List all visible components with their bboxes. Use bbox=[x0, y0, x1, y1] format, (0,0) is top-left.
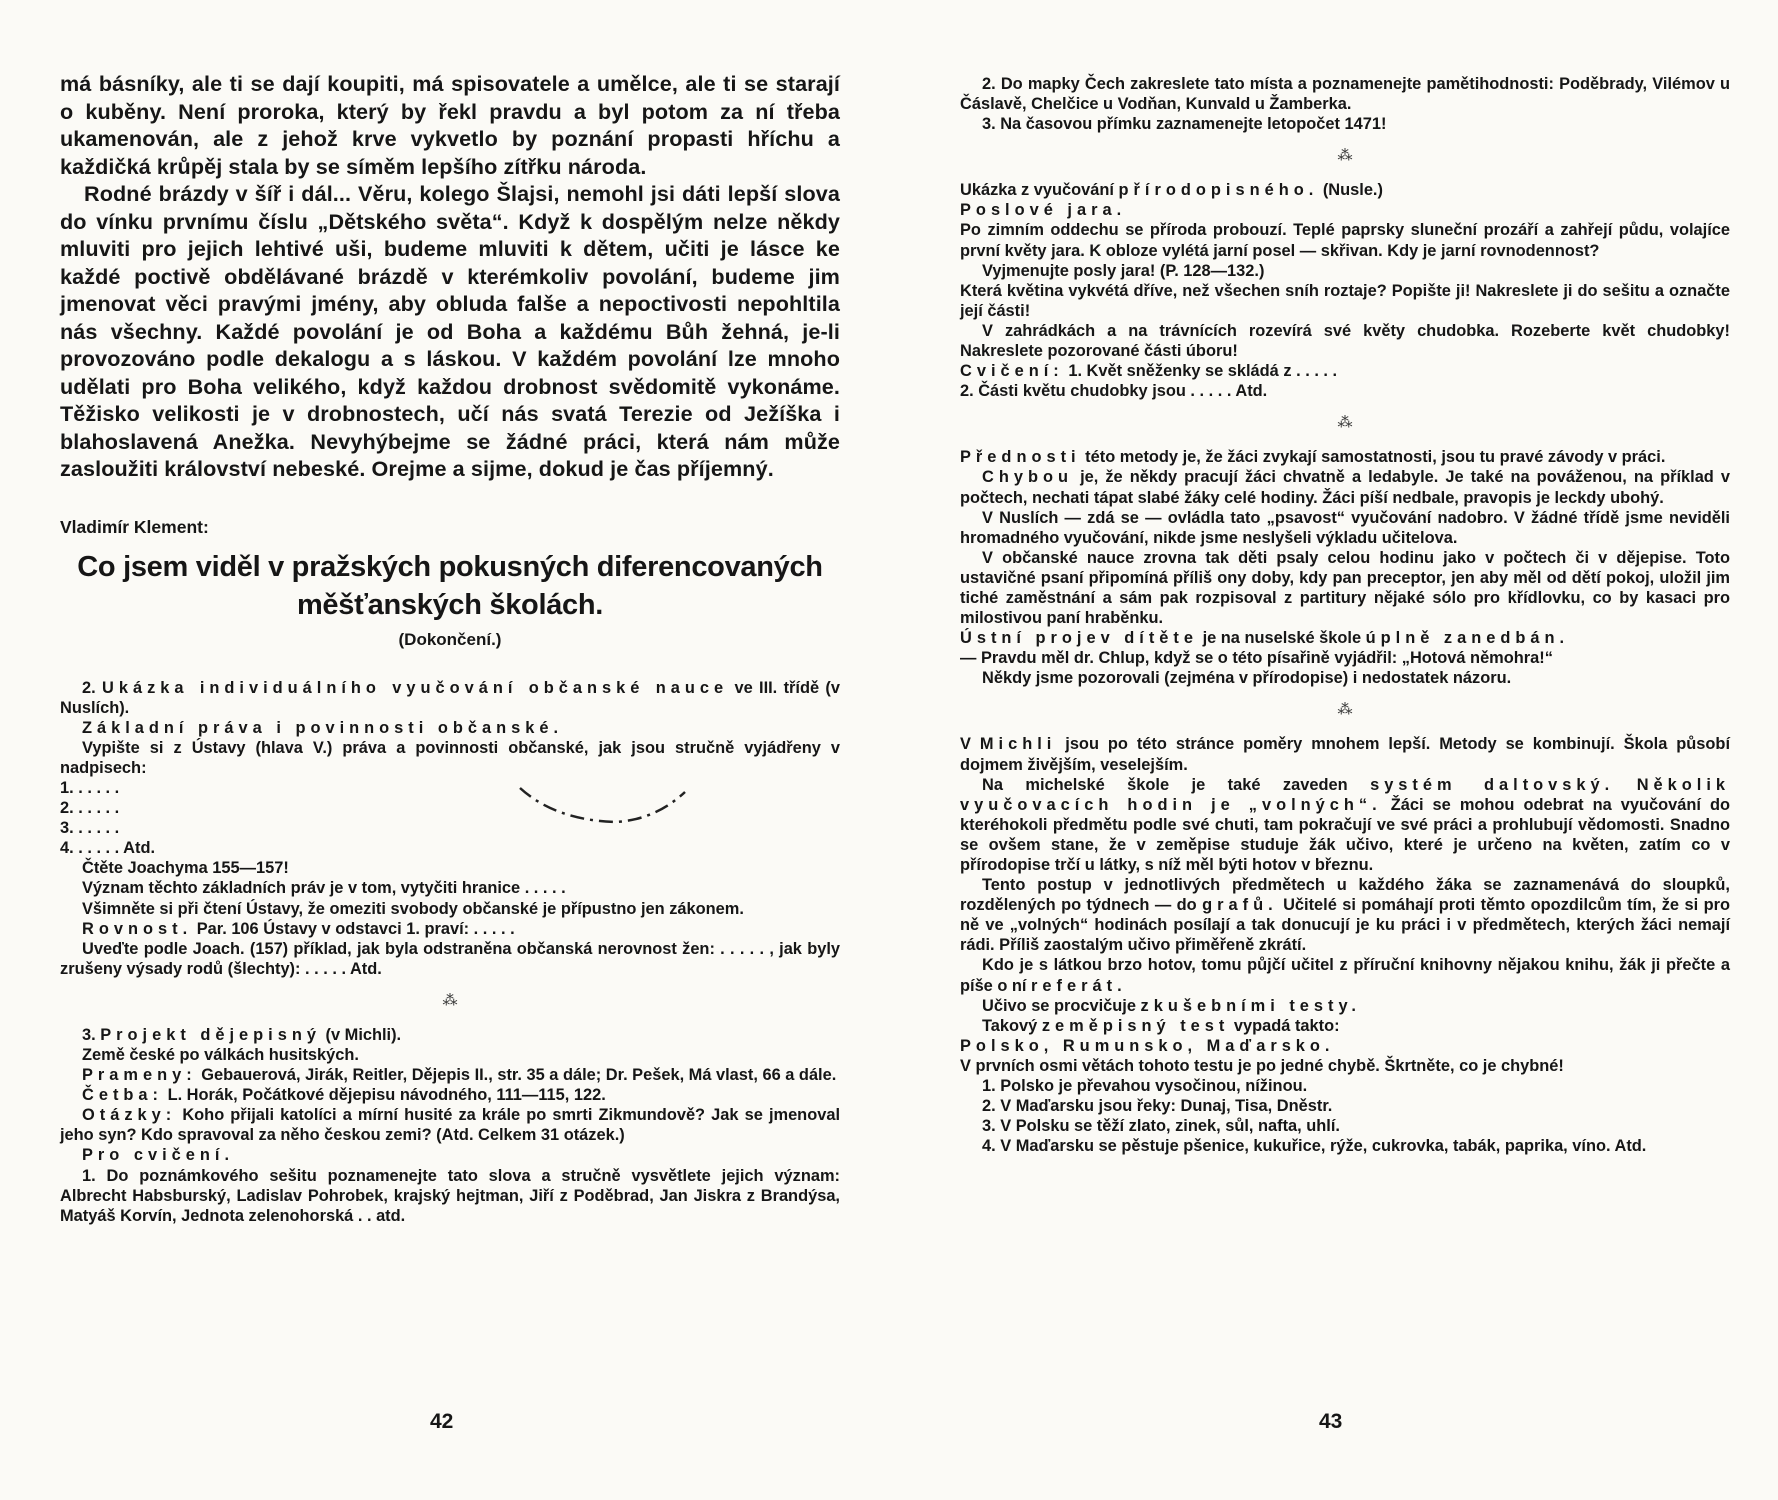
ustni-label: Ústní projev dítěte bbox=[960, 629, 1198, 648]
postup-text: Učitelé si pomáhají proti těmto opozdilcům tím, že si pro ně ve „volných“ hodinách posílají a tak donucují je ku práci i v předmětech, kterých žáci nemají rádi. Příliš zaostalým učivo přiměřeně zkrátí. bbox=[960, 896, 1730, 955]
rovnost-label: Rovnost. bbox=[82, 919, 193, 938]
article-headline: Co jsem viděl v pražských pokusných diferencovaných měšťanských školách. bbox=[77, 550, 823, 621]
section-2-task: Vypište si z Ústavy (hlava V.) práva a povinnosti občanské, jak jsou stručně vyjádřeny v nadpisech: bbox=[60, 738, 840, 777]
test-item: 2. V Maďarsku jsou řeky: Dunaj, Tisa, Dněstr. bbox=[982, 1097, 1333, 1116]
ustni-paragraph bbox=[960, 628, 1730, 648]
dalton-pre: Na michelské škole je také zaveden bbox=[982, 775, 1348, 794]
paragraph-rodne-brazdy: Rodné brázdy v šíř i dál... Věru, kolego Šlajsi, nemohl jsi dáti lepší slova do vínku prvnímu číslu „Dětského světa“. Když k dospělým nelze někdy mluviti pro jejich lehtivé uši, budeme mluviti k dětem, učiti je lásce ke každé poctivě obdělávané brázdě v kterémkoliv povolání, budeme jim jmenovat věci pravými jmény, aby obluda falše a nepoctivosti nepohltila nás všechny. Každé povolání je od Boha a každému Bůh žehná, je-li provozováno podle dekalogu a s láskou. V každém povolání lze mnoho udělati pro Boha velikého, když každou drobnost svědomitě vykonáme. Těžisko velikosti je v drobnostech, učí nás svatá Terezie od Ježíška i blahoslavená Anežka. Nevyhýbejme se žádné práci, která nám může zasloužiti království nebeské. Orejme a sijme, dokud je čas příjemný. bbox=[60, 181, 840, 481]
prirodopis-cviceni-2: 2. Části květu chudobky jsou . . . . . Atd. bbox=[960, 382, 1268, 401]
section-3-topic: Země české po válkách husitských. bbox=[82, 1046, 359, 1064]
page-number-right: 43 bbox=[1319, 1410, 1343, 1433]
michle-place: Michli bbox=[979, 735, 1057, 754]
takovy-spaced: zeměpisný test bbox=[1041, 1016, 1230, 1035]
prirodopis-spaced: přírodopisného. bbox=[1118, 181, 1319, 200]
rovnost-text: Par. 106 Ústavy v odstavci 1. praví: . . . . . bbox=[196, 919, 515, 938]
list-item: 1. . . . . . bbox=[60, 778, 120, 797]
article-author: Vladimír Klement: bbox=[60, 516, 209, 537]
section-3-spaced-title: Projekt dějepisný bbox=[100, 1025, 321, 1044]
section-separator: ⁂ bbox=[1337, 148, 1353, 165]
prameny-label: Prameny: bbox=[82, 1066, 197, 1085]
prameny-text: Gebauerová, Jirák, Reitler, Dějepis II., str. 35 a dále; Dr. Pešek, Má vlast, 66 a dále. bbox=[201, 1066, 837, 1085]
nazor-line: Někdy jsme pozorovali (zejména v přírodopise) i nedostatek názoru. bbox=[982, 669, 1512, 688]
prirodopis-place: (Nusle.) bbox=[1322, 181, 1383, 200]
chybou-text: je, že někdy pracují žáci chvatně a ledabyle. Je také na pováženou, na příklad v počtech, nechati tápat slabé žáky celé hodiny. Žáci píší nedbale, pravopis je leckdy ubohý. bbox=[960, 468, 1730, 507]
prirodopis-line: Po zimním oddechu se příroda probouzí. Teplé paprsky sluneční prozáří a zahřejí půdu, volajíce první květy jara. K obloze vylétá jarní posel — skřivan. Kdy je jarní rovnodennost? bbox=[960, 221, 1730, 260]
section-3-number: 3. bbox=[82, 1025, 96, 1044]
michle-intro bbox=[960, 734, 1730, 774]
prirodopis-cviceni bbox=[960, 361, 1730, 381]
ustni-spaced: úplně zanedbán. bbox=[1365, 629, 1570, 648]
section-2-title-rest: ve III. třídě (v Nuslích). bbox=[60, 678, 841, 717]
test-item: 4. V Maďarsku se pěstuje pšenice, kukuřice, rýže, cukrovka, tabák, paprika, víno. Atd. bbox=[982, 1137, 1647, 1156]
left-column bbox=[60, 70, 840, 1226]
section-2-line: Všimněte si při čtení Ústavy, že omeziti svobody občanské je přípustno jen zákonem. bbox=[82, 899, 744, 918]
section-3-title-rest: (v Michli). bbox=[325, 1025, 402, 1044]
test-item: 3. V Polsku se těží zlato, zinek, sůl, nafta, uhlí. bbox=[982, 1117, 1340, 1136]
testy-pre: Učivo se procvičuje bbox=[982, 996, 1136, 1015]
referat-spaced: referát. bbox=[1031, 976, 1127, 995]
michle-dalton bbox=[960, 775, 1730, 875]
section-3-heading bbox=[60, 1025, 840, 1045]
prirodopis-intro: Ukázka z vyučování bbox=[960, 181, 1114, 200]
test-countries: Polsko, Rumunsko, Maďarsko. bbox=[960, 1036, 1335, 1055]
section-dejepis bbox=[60, 1025, 840, 1226]
chybou-paragraph bbox=[960, 467, 1730, 507]
takovy-pre: Takový bbox=[982, 1016, 1038, 1035]
section-michle bbox=[960, 734, 1730, 1156]
prirodopis-line: Která květina vykvétá dříve, než všechen sníh roztaje? Popište ji! Nakreslete ji do sešitu a označte její části! bbox=[960, 281, 1730, 320]
postup-pre: Tento postup v jednotlivých předmětech u každého žáka se zaznamenává do sloupků, rozdělených po týdnech — do bbox=[960, 876, 1730, 915]
page-number-left: 42 bbox=[430, 1410, 454, 1433]
exercise-3: 3. Na časovou přímku zaznamenejte letopočet 1471! bbox=[982, 115, 1387, 134]
prirodopis-topic: Poslové jara. bbox=[960, 201, 1127, 220]
section-2-line: Čtěte Joachyma 155—157! bbox=[82, 859, 289, 878]
prednosti-text: této metody je, že žáci zvykají samostatnosti, jsou tu pravé závody v práci. bbox=[1085, 448, 1666, 467]
intro-text bbox=[60, 70, 840, 483]
section-3-prameny bbox=[60, 1065, 840, 1085]
test-instruction: V prvních osmi větách tohoto testu je po jedné chybě. Škrtněte, co je chybné! bbox=[960, 1056, 1564, 1075]
michle-testy bbox=[960, 996, 1730, 1016]
section-2-spaced-title: Ukázka individuálního vyučování občanské nauce bbox=[102, 678, 729, 697]
prednosti-paragraph bbox=[960, 447, 1730, 467]
michle-referat bbox=[960, 955, 1730, 995]
prirodopis-heading bbox=[960, 180, 1730, 200]
prirodopis-line: V zahrádkách a na trávnících rozevírá své květy chudobka. Rozeberte květ chudobky! Nakreslete pozorované části úboru! bbox=[960, 321, 1730, 361]
exercise-1: 1. Do poznámkového sešitu poznamenejte tato slova a stručně vysvětlete jejich význam: Albrecht Habsburský, Ladislav Pohrobek, krajský hejtman, Jiří z Poděbrad, Jan Jiskra z Brandýsa, Matyáš Korvín, Jednota zelenohorská . . atd. bbox=[60, 1166, 840, 1225]
takovy-post: vypadá takto: bbox=[1233, 1016, 1340, 1035]
pencil-mark-icon bbox=[515, 780, 695, 830]
ustni-mid: je na nuselské škole bbox=[1202, 629, 1362, 648]
michle-postup bbox=[960, 875, 1730, 955]
section-separator: ⁂ bbox=[442, 992, 458, 1009]
michle-intro-pre: V bbox=[960, 735, 971, 754]
section-2-rovnost bbox=[60, 919, 840, 939]
section-2-topic: Základní práva i povinnosti občanské. bbox=[82, 718, 564, 737]
otazky-text: Koho přijali katolíci a mírní husité za krále po smrti Zikmundově? Jak se jmenoval jeho syn? Kdo spravoval za něho českou zemi? (Atd. Celkem 31 otázek.) bbox=[60, 1106, 840, 1145]
test-item: 1. Polsko je převahou vysočinou, nížinou. bbox=[982, 1077, 1308, 1096]
section-3-cetba bbox=[60, 1085, 840, 1105]
nekolik-spaced: Několik vyučovacích hodin je „volných“. bbox=[960, 775, 1730, 814]
otazky-label: Otázky: bbox=[82, 1106, 177, 1125]
postup-spaced: grafů. bbox=[1202, 896, 1278, 915]
dalton-spaced: systém daltovský. bbox=[1370, 775, 1615, 794]
section-2-heading bbox=[60, 678, 840, 718]
item-list-wrapper bbox=[60, 778, 840, 858]
prirodopis-line: Vyjmenujte posly jara! (P. 128—132.) bbox=[982, 261, 1265, 280]
chybou-label: Chybou bbox=[982, 468, 1074, 487]
continuation-paragraph: má básníky, ale ti se dají koupiti, má spisovatele a umělce, ale ti se starají o kuběny. Není proroka, který by řekl pravdu a byl potom za ní třeba ukamenován, ale z jehož krve vykvetlo by poznání propasti hříchu a každičká krůpěj stala by se síměm lepšího zítřku národa. bbox=[60, 71, 840, 179]
section-prirodopis bbox=[960, 180, 1730, 401]
michle-intro-text: jsou po této stránce poměry mnohem lepší. Metody se kombinují. Škola působí dojmem živějším, veselejším. bbox=[960, 735, 1730, 774]
cviceni-label: Cvičení: bbox=[960, 362, 1064, 381]
section-separator: ⁂ bbox=[1337, 702, 1353, 719]
section-prednosti bbox=[960, 447, 1730, 688]
right-column bbox=[960, 74, 1730, 1156]
nekolik-text: Žáci se mohou odebrat na vyučování do kteréhokoli předmětu podle své chuti, tam pokračují ve své práci a prohlubují vědomosti. Snadno se ovšem stane, že v zeměpise studuje žák učivo, které je určeno na květen, zatím co v přírodopise trčí u látky, s níž měl býti hotov v březnu. bbox=[960, 795, 1731, 874]
section-3-continued bbox=[960, 74, 1730, 134]
section-2-number: 2. bbox=[82, 678, 96, 697]
section-2-last-line: Uveďte podle Joach. (157) příklad, jak byla odstraněna občanská nerovnost žen: . . . . . , jak byly zrušeny výsady rodů (šlechty): . . . . . Atd. bbox=[60, 939, 840, 978]
chlup-line: — Pravdu měl dr. Chlup, když se o této písařině vyjádřil: „Hotová němohra!“ bbox=[960, 649, 1553, 668]
testy-spaced: zkušebními testy. bbox=[1140, 996, 1361, 1015]
exercise-2: 2. Do mapky Čech zakreslete tato místa a poznamenejte pamětihodnosti: Poděbrady, Vilémov u Čáslavě, Chelčice u Vodňan, Kunvald u Žamberka. bbox=[960, 75, 1730, 114]
obcanske-paragraph: V občanské nauce zrovna tak děti psaly celou hodinu jako v počtech či v dějepise. Toto ustavičné psaní připomíná příliš ony doby, kdy pan preceptor, jen aby měl od dětí pokoj, uložil jim tiché zaměstnání a sám pak rozpisoval z partitury nějaké sólo pro křídlovku, co by kasaci pro milostivou paní hraběnku. bbox=[960, 548, 1730, 628]
right-page bbox=[889, 0, 1778, 1500]
list-item: 2. . . . . . bbox=[60, 799, 120, 818]
list-item: 4. . . . . . Atd. bbox=[60, 839, 156, 858]
pro-cviceni-label: Pro cvičení. bbox=[82, 1146, 235, 1165]
referat-pre: Kdo je s látkou brzo hotov, tomu půjčí učitel z příruční knihovny nějakou knihu, žák ji přečte a píše o ní bbox=[960, 956, 1730, 995]
cviceni-text: 1. Květ sněženky se skládá z . . . . . bbox=[1068, 362, 1338, 381]
list-item: 3. . . . . . bbox=[60, 819, 120, 838]
cetba-text: L. Horák, Počátkové dějepisu návodného, 111—115, 122. bbox=[167, 1086, 606, 1105]
michle-takovy bbox=[960, 1016, 1730, 1036]
prednosti-label: Přednosti bbox=[960, 448, 1081, 467]
section-2-line: Význam těchto základních práv je v tom, vytyčiti hranice . . . . . bbox=[82, 879, 566, 898]
section-separator: ⁂ bbox=[1337, 415, 1353, 432]
section-obcanska-nauka bbox=[60, 678, 840, 979]
section-3-otazky bbox=[60, 1105, 840, 1145]
article-subtitle: (Dokončení.) bbox=[398, 629, 502, 649]
cetba-label: Četba: bbox=[82, 1086, 163, 1105]
nusle-paragraph: V Nuslích — zdá se — ovládla tato „psavost“ vyučování nadobro. V žádné třídě jsme neviděli hromadného vyučování, nikde jsme neslyšeli výkladu učitelova. bbox=[960, 508, 1730, 547]
